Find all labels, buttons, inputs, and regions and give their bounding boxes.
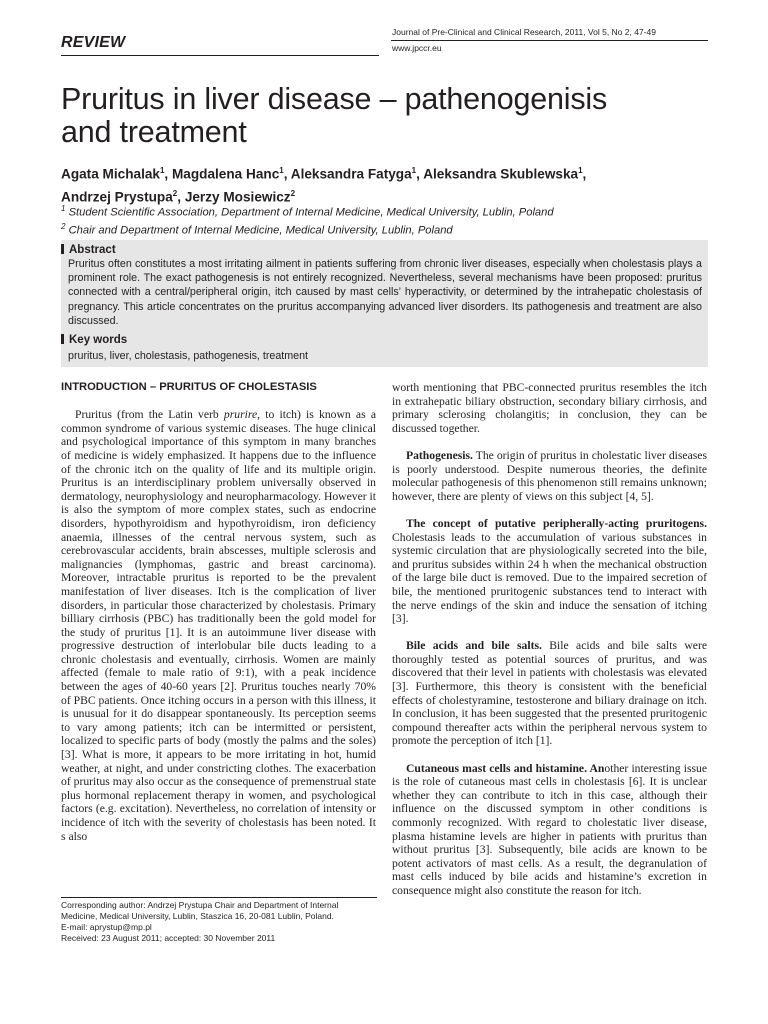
affiliations — [61, 202, 711, 237]
received-date: Received: 23 August 2011; accepted: 30 November 2011 — [61, 933, 276, 943]
author: Andrzej Prystupa — [61, 189, 173, 205]
affiliation-mark: 2 — [290, 188, 296, 198]
article-title — [61, 83, 711, 149]
keywords-text: pruritus, liver, cholestasis, pathogenesis, treatment — [68, 350, 308, 362]
affiliation-mark: 1 — [159, 166, 165, 175]
affiliation-mark: 2 — [61, 221, 66, 231]
journal-citation: Journal of Pre-Clinical and Clinical Research, 2011, Vol 5, No 2, 47-49 — [392, 27, 656, 37]
paragraph-pruritogens: The concept of putative peripherally-acting pruritogens. Cholestasis leads to the accumulation of various substances in systemic circulation that are physiologically secreted into the bile, and pruritus subsides within 24 h when the mechanical obstruction of the large bile duct is removed. Due to the impaired secretion of bile, the mentioned pruritogenic substances tend to interact with the nerve endings of the skin and induce the sensation of itching [3]. — [392, 516, 707, 626]
author-list: Agata Michalak$^1$, Magdalena Hanc$^1$, Aleksandra Fatyga$^1$, Aleksandra Skublewska$^1$, Andrzej Prystupa$^2$, Jerzy Mosiewicz$^2$ — [61, 166, 587, 205]
right-column — [392, 381, 707, 951]
intro-paragraph: Pruritus (from the Latin verb prurire, to itch) is known as a common syndrome of various systemic diseases. The huge clinical and psychological importance of this symptom in many branches of medicine is widely emphasized. It happens due to the influence of the chronic itch on the quality of life and its multiple origin. Pruritus is an interdisciplinary problem universally observed in dermatology, neurophysiology and neuropharmacology. However it is also the symptom of more complex states, such as endocrine disorders, hypothyroidism and hypothyroidism, iron deficiency anaemia, illnesses of the central nervous system, such as cerebrovascular accidents, brain abscesses, multiple sclerosis and malignancies (lymphomas, gastric and breast carcinoma). Moreover, intractable pruritus is reported to be the prevalent manifestation of liver diseases. Itch is the complication of liver disorders, in particular those characterized by cholestasis. Primary billiary cirrhosis (PBC) has traditionally been the gold model for the study of pruritus [1]. It is an autoimmune liver disease with progressive destruction of interlobular bile ducts leading to a chronic cholestasis and eventually, cirrhosis. Women are mainly affected (female to male ratio of 9:1), with a peak incidence between the ages of 40-60 years [2]. Pruritus touches nearly 70% of PBC patients. Once itching occurs in a person with this illness, it is unusual for it do disappear spontaneously. Its perception seems to vary among patients; itch can be intermitted or persistent, localized to specific parts of body (mostly the palms and the soles) [3]. What is more, it appears to be more irritating in hot, humid weather, at night, and under constricting clothes. The exacerbation of pruritus may also occur as the consequence of premenstrual state plus hormonal replacement therapy in women, and psychological factors (e.g. excitation). Nevertheless, no correlation of intensity or incidence of itch with the severity of cholestasis has been noted. It s also — [61, 408, 376, 843]
abstract-heading: Abstract — [61, 243, 116, 257]
header-rule-left — [61, 55, 379, 56]
author: Aleksandra Fatyga — [290, 166, 412, 182]
author: Jerzy Mosiewicz — [184, 189, 291, 205]
journal-website-link[interactable]: www.jpccr.eu — [392, 43, 442, 53]
affiliation-mark: 2 — [172, 188, 178, 198]
affiliation-mark: 1 — [61, 204, 66, 213]
paragraph: worth mentioning that PBC-connected pruritus resembles the itch in extrahepatic biliary obstruction, secondary biliary cirrhosis, and primary sclerosing cholangitis; in conclusion, they can be discussed together. — [392, 381, 707, 435]
header-rule-right — [391, 40, 708, 41]
abstract-text: Pruritus often constitutes a most irritating ailment in patients suffering from chronic liver diseases, especially when cholestasis plays a prominent role. The exact pathogenesis is not entirely recognized. Nevertheless, several mechanisms have been proposed: pruritus connected with a central/peripheral origin, itch caused by mast cells’ hyperactivity, or determined by the intrahepatic cholestasis of pregnancy. This article concentrates on the pruritus accompanying advanced liver disorders. Its pathogenesis and treatment are also discussed. — [68, 258, 702, 327]
affiliation-mark: 1 — [578, 166, 583, 175]
email-link[interactable]: E-mail: aprystup@mp.pl — [61, 922, 152, 932]
title-line-2: and treatment — [61, 115, 247, 149]
affiliation-mark: 1 — [279, 166, 284, 175]
keywords-heading: Key words — [61, 333, 127, 347]
corresponding-author-note: Corresponding author: Andrzej Prystupa Chair and Department of Internal Medicine, Medical University, Lublin, Staszica 16, 20-081 Lublin, Poland. E-mail: aprystup@mp.pl Received: 23 August 2011; accepted: 30 November 2011 — [61, 900, 377, 944]
author: Aleksandra Skublewska — [423, 166, 579, 182]
heading-bar — [61, 334, 64, 344]
left-column — [61, 381, 376, 877]
author: Magdalena Hanc — [171, 166, 280, 182]
affiliation-2: $^2$ Chair and Department of Internal Medicine, Medical University, Lublin, Poland — [61, 221, 453, 237]
paragraph-mast-cells: Cutaneous mast cells and histamine. Another interesting issue is the role of cutaneous mast cells in cholestasis [6]. It is unclear whether they can contribute to itch in this case, although their influence on the discussed symptom in other conditions is commonly recognized. With regard to cholestatic liver disease, plasma histamine levels are higher in patients with pruritus than without pruritus [3]. Subsequently, bile acids are known to be potent activators of mast cells. As a result, the degranulation of mast cells induced by bile acids and histamine’s excretion in consequence might also constitute the reason for itch. — [392, 761, 707, 897]
affiliation-mark: 1 — [411, 166, 417, 175]
footnote-rule — [61, 897, 377, 898]
author: Agata Michalak — [61, 166, 160, 182]
paragraph-pathogenesis: Pathogenesis. The origin of pruritus in cholestatic liver diseases is poorly understood. Despite numerous theories, the definite molecular pathogenesis of this phenomenon still remains unknown; however, there are plenty of views on this subject [4, 5]. — [392, 448, 707, 503]
section-label: REVIEW — [61, 34, 126, 51]
title-line-1: Pruritus in liver disease – pathenogenisis — [61, 82, 607, 116]
paragraph-bile-acids: Bile acids and bile salts. Bile acids and bile salts were thoroughly tested as potential sources of pruritus, and was discovered that their level in patients with cholestasis was elevated [3]. Furthermore, this theory is consistent with the beneficial effects of cholestyramine, testosterone and biliary drainage on itch. In conclusion, it has been suggested that the presented pruritogenic compound thereafter acts within the peripheral nervous system to promote the perception of itch [1]. — [392, 639, 707, 748]
section-heading: INTRODUCTION – PRURITUS OF CHOLESTASIS — [61, 381, 317, 393]
affiliation-1: $^1$ Student Scientific Association, Department of Internal Medicine, Medical University, Lublin, Poland — [61, 204, 554, 219]
heading-bar — [61, 244, 64, 254]
abstract-box — [61, 240, 708, 367]
